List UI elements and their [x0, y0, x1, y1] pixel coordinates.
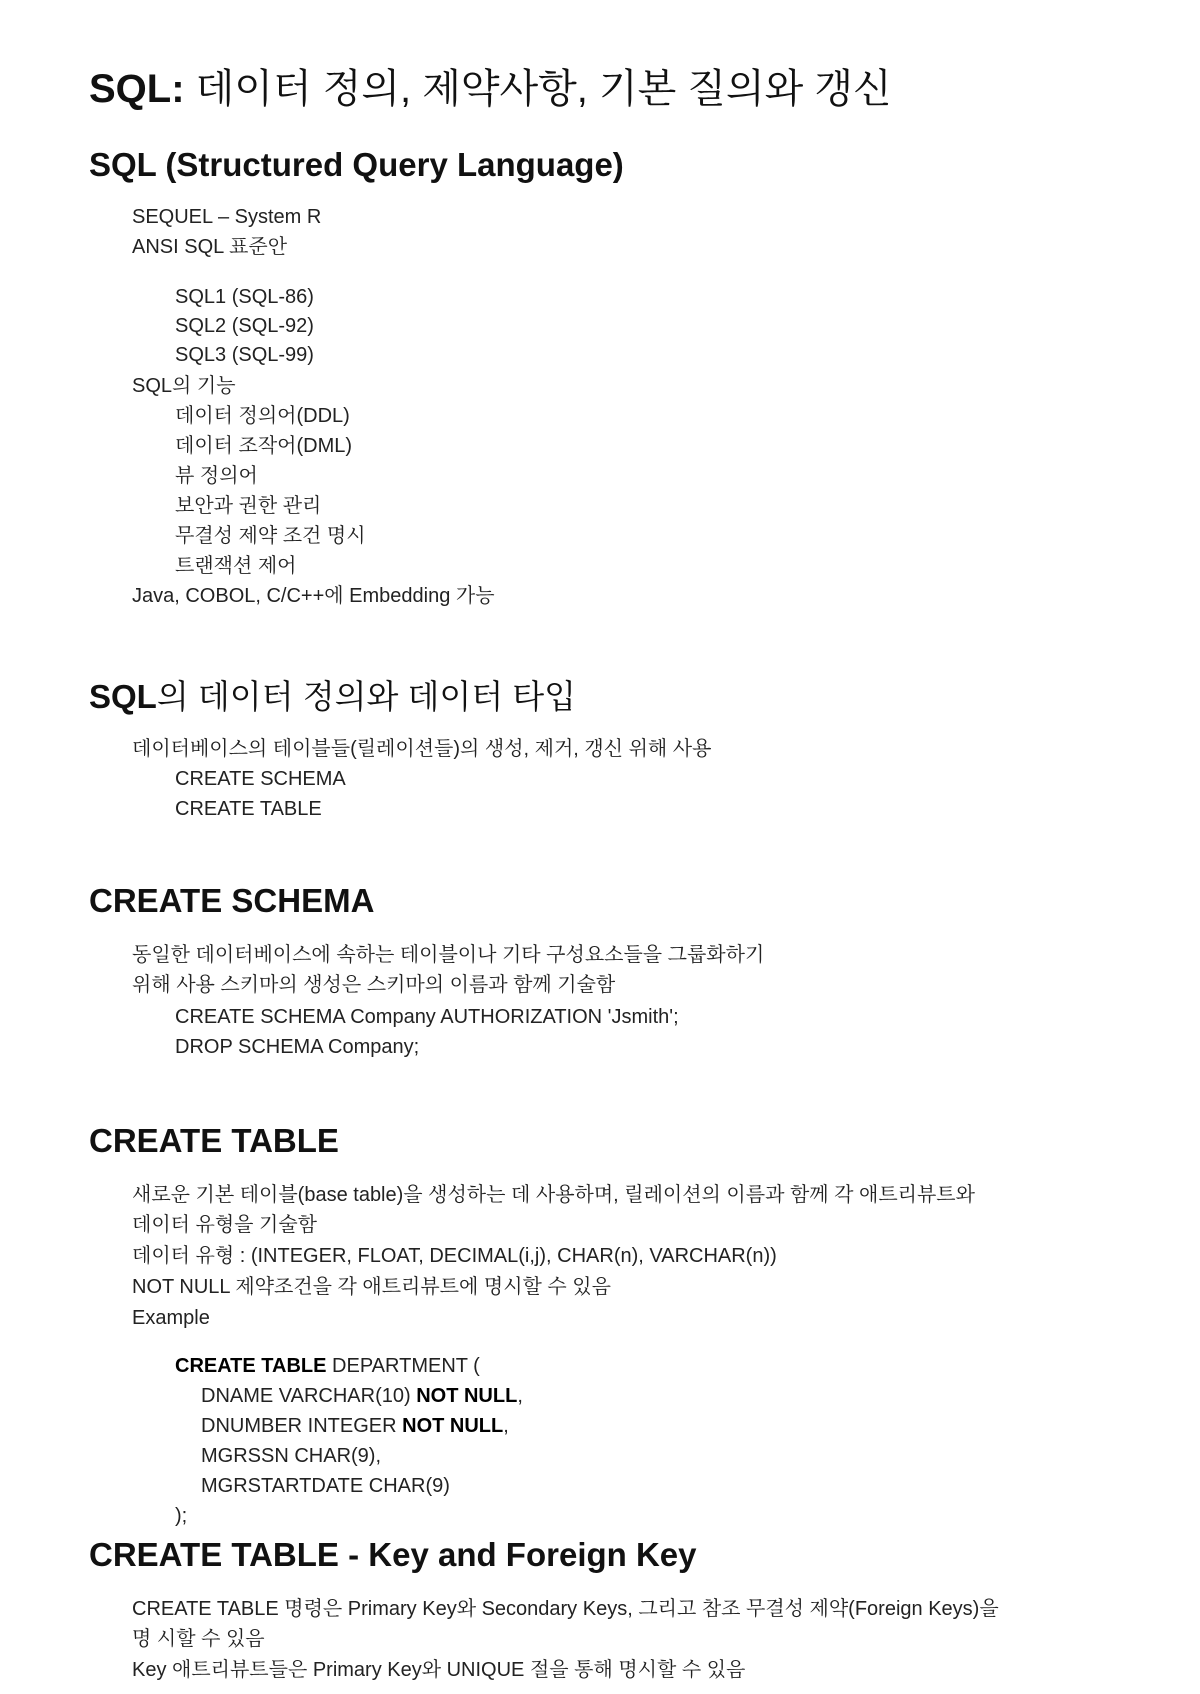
list-item: ANSI SQL 표준안	[132, 236, 288, 258]
code-line: MGRSTARTDATE CHAR(9)	[201, 1475, 450, 1497]
list-item: CREATE TABLE	[175, 798, 322, 820]
section-heading-create-table: CREATE TABLE	[89, 1122, 339, 1159]
heading-bold: SQL	[89, 678, 157, 715]
title-bold: SQL:	[89, 67, 185, 111]
section-heading-data-definition	[89, 671, 576, 718]
code-line: CREATE SCHEMA Company AUTHORIZATION 'Jsmith';	[175, 1006, 679, 1028]
title-rest: 데이터 정의, 제약사항, 기본 질의와 갱신	[184, 67, 892, 111]
code-line	[201, 1384, 523, 1408]
section-heading-key-foreign-key: CREATE TABLE - Key and Foreign Key	[89, 1536, 697, 1573]
list-item: CREATE SCHEMA	[175, 768, 346, 790]
code-line: );	[175, 1505, 188, 1527]
code-keyword: NOT NULL	[416, 1385, 518, 1407]
code-text: DNUMBER INTEGER	[201, 1415, 403, 1437]
code-line	[201, 1414, 509, 1438]
list-item: 무결성 제약 조건 명시	[175, 525, 366, 547]
list-item: 데이터 유형 : (INTEGER, FLOAT, DECIMAL(i,j), CHAR(n), VARCHAR(n))	[132, 1245, 777, 1267]
list-item: NOT NULL 제약조건을 각 애트리뷰트에 명시할 수 있음	[132, 1276, 611, 1298]
list-item: 데이터베이스의 테이블들(릴레이션들)의 생성, 제거, 갱신 위해 사용	[132, 738, 712, 760]
code-text: ,	[517, 1385, 523, 1407]
code-line: MGRSSN CHAR(9),	[201, 1445, 382, 1467]
code-keyword: CREATE TABLE	[175, 1355, 327, 1377]
list-item: 데이터 조작어(DML)	[175, 435, 353, 457]
list-item: CREATE TABLE 명령은 Primary Key와 Secondary Keys, 그리고 참조 무결성 제약(Foreign Keys)을	[132, 1598, 999, 1620]
heading-rest: 의 데이터 정의와 데이터 타입	[156, 678, 577, 715]
list-item: 트랜잭션 제어	[175, 555, 297, 577]
list-item: Example	[132, 1307, 210, 1329]
code-line: DROP SCHEMA Company;	[175, 1036, 420, 1058]
section-heading-create-schema: CREATE SCHEMA	[89, 882, 375, 919]
list-item: Key 애트리뷰트들은 Primary Key와 UNIQUE 절을 통해 명시할 수 있음	[132, 1659, 746, 1681]
section-heading-sql: SQL (Structured Query Language)	[89, 146, 624, 183]
list-item: SQL3 (SQL-99)	[175, 344, 314, 366]
list-item: 동일한 데이터베이스에 속하는 테이블이나 기타 구성요소들을 그룹화하기	[132, 944, 765, 966]
list-item: 보안과 권한 관리	[175, 495, 322, 517]
list-item: SQL1 (SQL-86)	[175, 286, 314, 308]
list-item: 새로운 기본 테이블(base table)을 생성하는 데 사용하며, 릴레이션의 이름과 함께 각 애트리뷰트와	[132, 1184, 975, 1206]
list-item: 명 시할 수 있음	[132, 1628, 265, 1650]
list-item: Java, COBOL, C/C++에 Embedding 가능	[132, 585, 495, 607]
list-item: 뷰 정의어	[175, 465, 258, 487]
code-text: ,	[503, 1415, 509, 1437]
code-keyword: NOT NULL	[402, 1415, 504, 1437]
list-item: SQL의 기능	[132, 375, 236, 397]
list-item: SEQUEL – System R	[132, 206, 322, 228]
page-title	[89, 57, 892, 114]
code-text: DNAME VARCHAR(10)	[201, 1385, 417, 1407]
list-item: 데이터 유형을 기술함	[132, 1214, 317, 1236]
code-text: DEPARTMENT (	[326, 1355, 480, 1377]
code-line	[175, 1354, 480, 1378]
list-item: 위해 사용 스키마의 생성은 스키마의 이름과 함께 기술함	[132, 974, 616, 996]
list-item: 데이터 정의어(DDL)	[175, 405, 350, 427]
list-item: SQL2 (SQL-92)	[175, 315, 314, 337]
